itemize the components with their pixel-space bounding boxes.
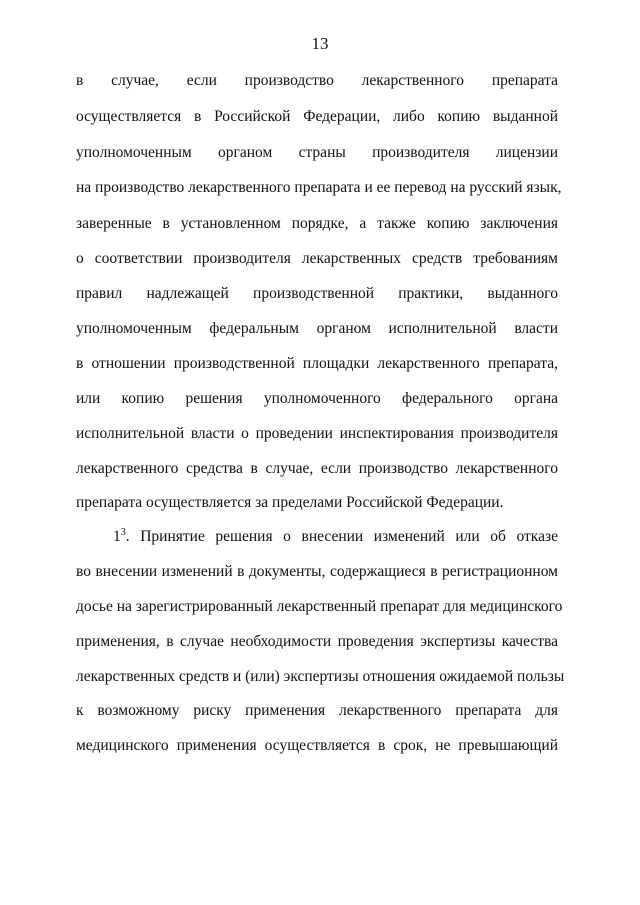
text-line: медицинского применения осуществляется в срок, не превышающий: [76, 737, 558, 754]
text-line: к возможному риску применения лекарственного препарата для: [76, 702, 558, 719]
text-line: досье на зарегистрированный лекарственный препарат для медицинского: [76, 598, 563, 615]
text-line: осуществляется в Российской Федерации, либо копию выданной: [76, 108, 558, 125]
text-line: в случае, если производство лекарственного препарата: [76, 72, 558, 89]
text-line: во внесении изменений в документы, содержащиеся в регистрационном: [76, 563, 558, 580]
text-line: лекарственных средств и (или) экспертизы отношения ожидаемой пользы: [76, 668, 565, 685]
text-line: на производство лекарственного препарата и ее перевод на русский язык,: [76, 179, 562, 196]
text-line: о соответствии производителя лекарственных средств требованиям: [76, 250, 558, 267]
text-line: исполнительной власти о проведении инспектирования производителя: [76, 425, 558, 442]
text-line: препарата осуществляется за пределами Российской Федерации.: [76, 494, 504, 511]
item-superscript: 3: [120, 526, 126, 538]
text-line: применения, в случае необходимости проведения экспертизы качества: [76, 633, 558, 650]
text-line: заверенные в установленном порядке, а также копию заключения: [76, 215, 558, 232]
text-line: правил надлежащей производственной практики, выданного: [76, 285, 558, 302]
text-line: уполномоченным федеральным органом исполнительной власти: [76, 320, 558, 337]
page-number: 13: [311, 34, 329, 53]
item-number: 1: [113, 528, 121, 545]
item-first-line-text: . Принятие решения о внесении изменений или об отказе: [125, 528, 558, 545]
text-line: или копию решения уполномоченного федерального органа: [76, 390, 558, 407]
text-line: в отношении производственной площадки лекарственного препарата,: [76, 355, 558, 372]
item-first-line: [113, 527, 558, 547]
text-line: уполномоченным органом страны производителя лицензии: [76, 144, 558, 161]
text-line: лекарственного средства в случае, если производство лекарственного: [76, 460, 558, 477]
